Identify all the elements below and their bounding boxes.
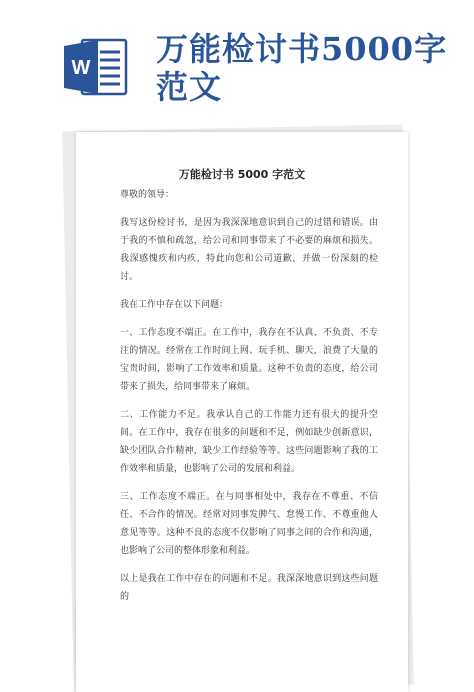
- paragraph: 一、工作态度不端正。在工作中，我存在不认真、不负责、不专注的情况。经常在工作时间上网、玩手机、聊天，浪费了大量的宝贵时间，影响了工作效率和质量。这种不负责的态度，给公司带来了损失，给同事带来了麻烦。: [120, 328, 378, 392]
- paragraph: 我在工作中存在以下问题：: [120, 300, 229, 310]
- paragraph: 以上是我在工作中存在的问题和不足。我深深地意识到这些问题的: [120, 574, 378, 602]
- word-document-icon: [64, 36, 128, 98]
- document-body: [120, 186, 378, 616]
- paragraph: 三、工作态度不端正。在与同事相处中，我存在不尊重、不信任、不合作的情况。经常对同事发脾气、怠慢工作、不尊重他人意见等等。这种不良的态度不仅影响了同事之间的合作和沟通，也影响了公司的整体形象和利益。: [120, 492, 378, 556]
- header-banner: [0, 0, 474, 120]
- word-logo-letter: W: [71, 57, 91, 79]
- banner-title: 万能检讨书5000字范文: [156, 30, 448, 106]
- paragraph: 二、工作能力不足。我承认自己的工作能力还有很大的提升空间。在工作中，我存在很多的问题和不足，例如缺少创新意识，缺少团队合作精神，缺少工作经验等等。这些问题影响了我的工作效率和质量，也影响了公司的发展和利益。: [120, 410, 378, 474]
- document-title: 万能检讨书 5000 字范文: [178, 168, 306, 181]
- document-page: [76, 132, 408, 692]
- paragraph: 我写这份检讨书，是因为我深深地意识到自己的过错和错误。由于我的不慎和疏忽，给公司和同事带来了不必要的麻烦和损失。我深感愧疚和内疚，特此向您和公司道歉，并做一份深刻的检讨。: [120, 218, 378, 282]
- greeting: 尊敬的领导：: [120, 190, 175, 200]
